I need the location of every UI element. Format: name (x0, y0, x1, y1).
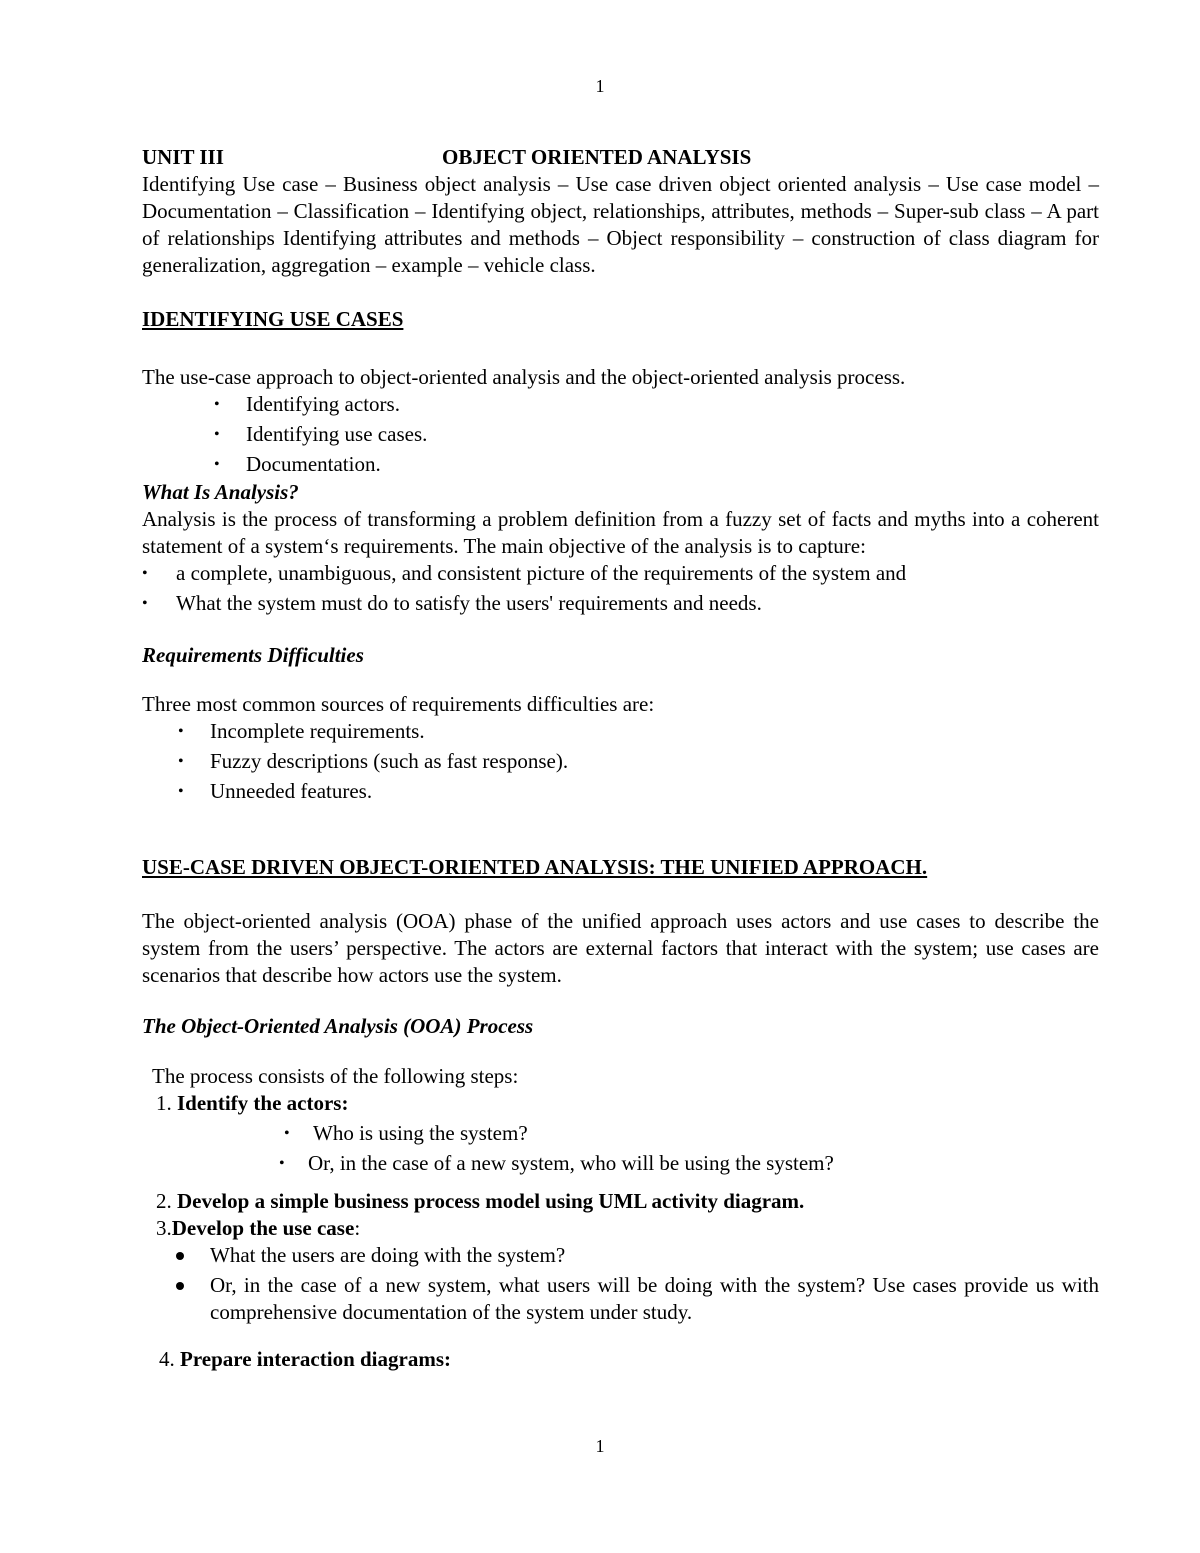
use-case-intro: The use-case approach to object-oriented analysis and the object-oriented analysis process. (142, 365, 906, 389)
difficulties-intro: Three most common sources of requirements difficulties are: (142, 692, 655, 716)
step-3-number: 3. (156, 1216, 172, 1240)
list-item: • Who is using the system? (284, 1121, 528, 1145)
unit-label: UNIT III (142, 145, 224, 169)
list-item: • Documentation. (214, 452, 381, 476)
step-2-title: Develop a simple business process model using UML activity diagram. (177, 1189, 805, 1213)
step-2-number: 2. (156, 1189, 177, 1213)
unit-title: OBJECT ORIENTED ANALYSIS (442, 145, 752, 169)
analysis-bullets (142, 560, 1099, 620)
use-case-bullets (214, 391, 1099, 479)
step-1-bullets (279, 1120, 1099, 1180)
list-item: • Or, in the case of a new system, who will be using the system? (279, 1151, 834, 1175)
step-2 (142, 1188, 1099, 1215)
ooa-description: The object-oriented analysis (OOA) phase of the unified approach uses actors and use cases to describe the system from the users’ perspective. The actors are external factors that interact with the system; use cases are scenarios that describe how actors use the system. (142, 909, 1099, 987)
step-1-title: Identify the actors: (177, 1091, 349, 1115)
page-number-bottom: 1 (595, 1436, 605, 1456)
bullet-icon: • (142, 565, 148, 582)
list-item: • Identifying use cases. (214, 422, 428, 446)
ooa-process-heading: The Object-Oriented Analysis (OOA) Process (142, 1014, 534, 1038)
list-item: Or, in the case of a new system, what users will be doing with the system? Use cases provide us with comprehensive documentation of the system under study. (176, 1272, 1099, 1326)
step-3-title: Develop the use case (171, 1216, 355, 1240)
step-4-number: 4. (159, 1347, 180, 1371)
unit-header (142, 144, 1099, 171)
section-heading-identifying-use-cases: IDENTIFYING USE CASES (142, 307, 404, 331)
step-1 (142, 1090, 1099, 1117)
bullet-icon: • (214, 456, 220, 473)
bullet-icon: • (178, 783, 184, 800)
bullet-icon: • (214, 426, 220, 443)
step-1-number: 1. (156, 1091, 177, 1115)
bullet-icon: • (284, 1125, 290, 1142)
bullet-icon: • (178, 753, 184, 770)
step-4 (142, 1346, 1099, 1373)
document-body (142, 144, 1099, 1373)
analysis-text: Analysis is the process of transforming a problem definition from a fuzzy set of facts and myths into a coherent statement of a system‘s requirements. The main objective of the analysis is to capture: (142, 507, 1099, 558)
bullet-icon: • (142, 595, 148, 612)
step-3-colon: : (354, 1216, 361, 1240)
list-item: • Identifying actors. (214, 392, 400, 416)
bullet-icon: • (214, 396, 220, 413)
list-item: What the users are doing with the system? (176, 1242, 1099, 1272)
process-intro: The process consists of the following steps: (152, 1064, 519, 1088)
list-item: • a complete, unambiguous, and consistent picture of the requirements of the system and (142, 561, 907, 585)
step-3 (142, 1215, 1099, 1242)
step-3-bullets (176, 1242, 1099, 1326)
difficulties-bullets (178, 718, 1099, 808)
step-4-title: Prepare interaction diagrams: (180, 1347, 452, 1371)
bullet-icon (176, 1282, 184, 1290)
bullet-icon: • (178, 723, 184, 740)
list-item: • Incomplete requirements. (178, 719, 425, 743)
list-item: • Fuzzy descriptions (such as fast response). (178, 749, 569, 773)
page-number-top: 1 (595, 76, 605, 96)
bullet-icon: • (279, 1155, 285, 1172)
list-item: • Unneeded features. (178, 779, 373, 803)
list-item: • What the system must do to satisfy the users' requirements and needs. (142, 591, 762, 615)
section-heading-use-case-driven: USE-CASE DRIVEN OBJECT-ORIENTED ANALYSIS: THE UNIFIED APPROACH. (142, 855, 928, 879)
syllabus-text: Identifying Use case – Business object analysis – Use case driven object oriented analysis – Use case model – Documentation – Classification – Identifying object, relationships, attributes, methods – Super-sub class – A part of relationships Identifying attributes and methods – Object responsibility – construction of class diagram for generalization, aggregation – example – vehicle class. (142, 172, 1099, 277)
bullet-icon (176, 1252, 184, 1260)
what-is-analysis-heading: What Is Analysis? (142, 480, 299, 504)
requirements-difficulties-heading: Requirements Difficulties (142, 643, 364, 667)
